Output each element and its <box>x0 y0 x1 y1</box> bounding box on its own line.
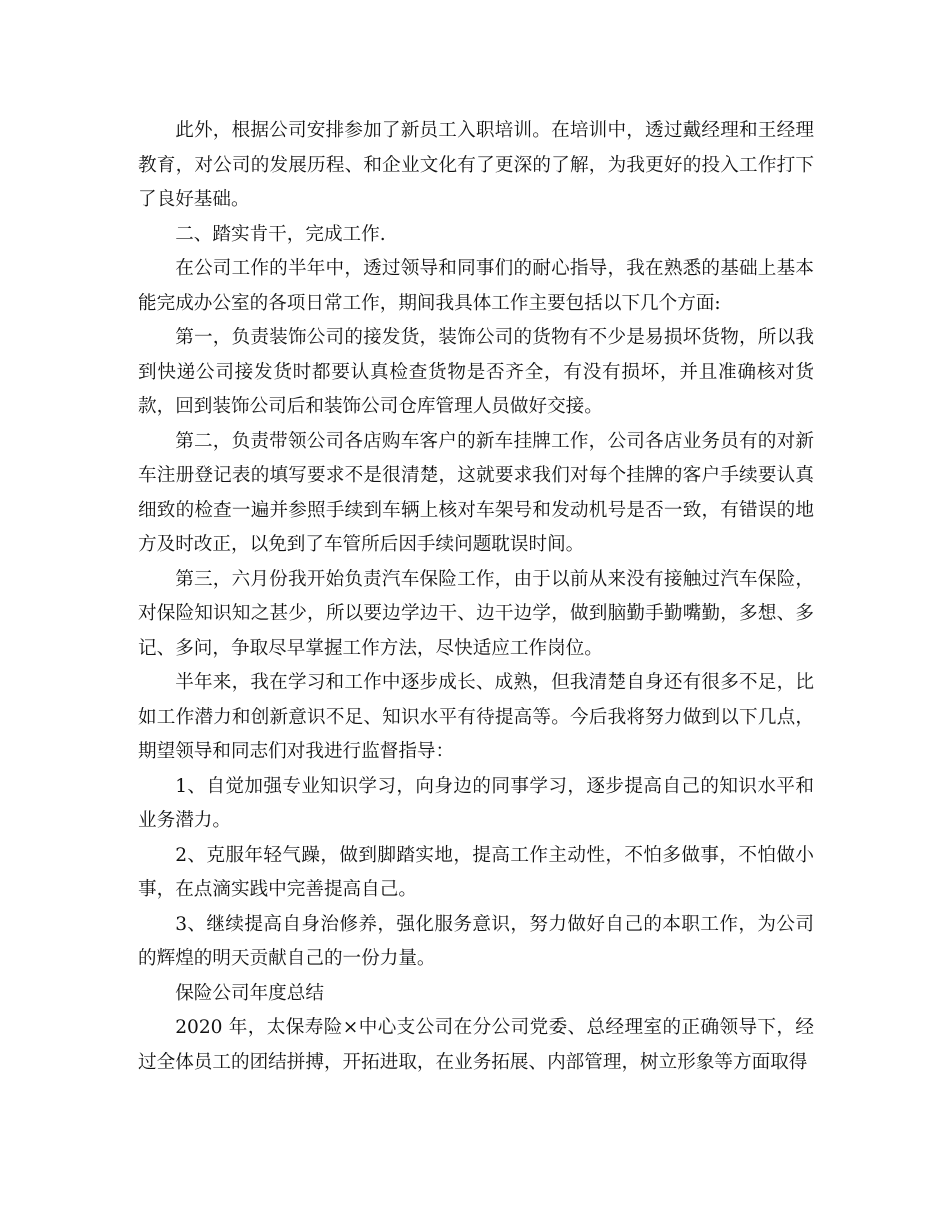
paragraph-self-assessment: 半年来，我在学习和工作中逐步成长、成熟，但我清楚自身还有很多不足，比如工作潜力和创新意识不足、知识水平有待提高等。今后我将努力做到以下几点，期望领导和同志们对我进行监督指导： <box>138 672 814 762</box>
list-item-3: 3、继续提高自身治修养，强化服务意识，努力做好自己的本职工作，为公司的辉煌的明天贡献自己的一份力量。 <box>138 913 814 969</box>
section-heading-work: 二、踏实肯干，完成工作. <box>175 223 386 245</box>
paragraph-annual-summary-intro: 2020 年，太保寿险×中心支公司在分公司党委、总经理室的正确领导下，经过全体员工的团结拼搏，开拓进取，在业务拓展、内部管理，树立形象等方面取得 <box>138 1017 814 1073</box>
list-item-2: 2、克服年轻气躁，做到脚踏实地，提高工作主动性，不怕多做事，不怕做小事，在点滴实践中完善提高自己。 <box>138 844 814 900</box>
document-body <box>138 114 814 1080</box>
paragraph-first-task: 第一，负责装饰公司的接发货，装饰公司的货物有不少是易损坏货物，所以我到快递公司接发货时都要认真检查货物是否齐全，有没有损坏，并且准确核对货款，回到装饰公司后和装饰公司仓库管理人员做好交接。 <box>138 327 814 417</box>
list-item-1: 1、自觉加强专业知识学习，向身边的同事学习，逐步提高自己的知识水平和业务潜力。 <box>138 775 814 831</box>
paragraph-third-task: 第三，六月份我开始负责汽车保险工作，由于以前从来没有接触过汽车保险，对保险知识知之甚少，所以要边学边干、边干边学，做到脑勤手勤嘴勤，多想、多记、多问，争取尽早掌握工作方法，尽快适应工作岗位。 <box>138 568 814 659</box>
paragraph-second-task: 第二，负责带领公司各店购车客户的新车挂牌工作，公司各店业务员有的对新车注册登记表的填写要求不是很清楚，这就要求我们对每个挂牌的客户手续要认真细致的检查一遍并参照手续到车辆上核对车架号和发动机号是否一致，有错误的地方及时改正，以免到了车管所后因手续问题耽误时间。 <box>138 430 814 555</box>
paragraph-training: 此外，根据公司安排参加了新员工入职培训。在培训中，透过戴经理和王经理教育，对公司的发展历程、和企业文化有了更深的了解，为我更好的投入工作打下了良好基础。 <box>138 120 814 210</box>
paragraph-half-year-work: 在公司工作的半年中，透过领导和同事们的耐心指导，我在熟悉的基础上基本能完成办公室的各项日常工作，期间我具体工作主要包括以下几个方面: <box>138 258 814 314</box>
section-title-annual-summary: 保险公司年度总结 <box>175 982 324 1004</box>
